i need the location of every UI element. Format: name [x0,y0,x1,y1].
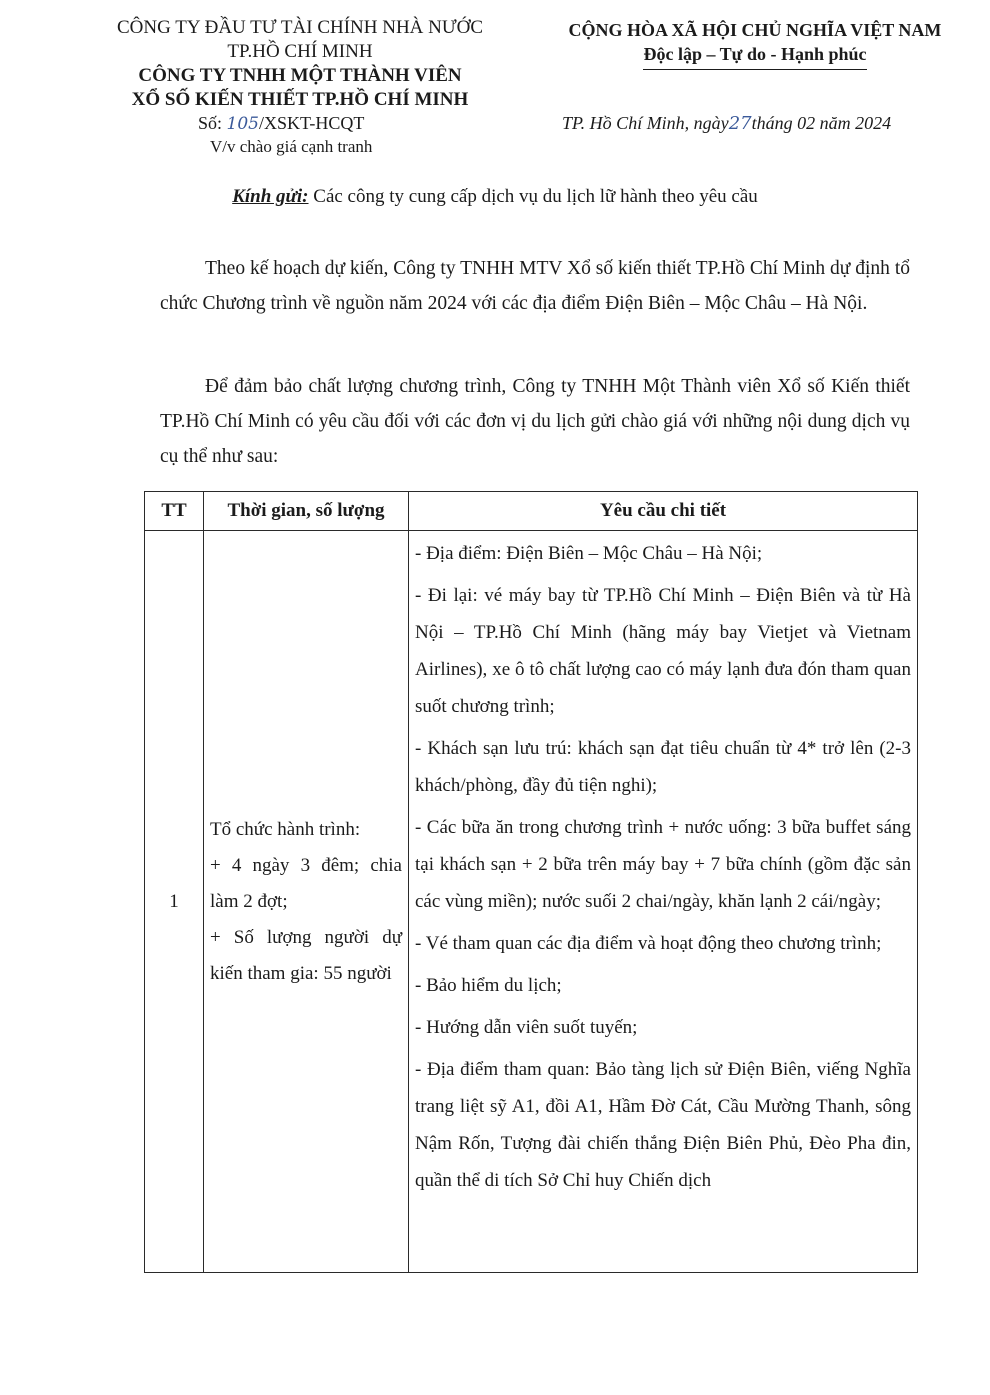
issue-date-prefix: TP. Hồ Chí Minh, ngày [562,113,729,133]
row-time-quantity [204,531,409,1273]
document-number [198,111,364,136]
header-time-quantity: Thời gian, số lượng [204,492,409,531]
time-line: + Số lượng người dự kiến tham gia: 55 người [210,926,402,984]
detail-item: - Vé tham quan các địa điểm và hoạt động theo chương trình; [415,933,882,954]
recipient-line [0,186,990,208]
requirements-table [144,491,918,1273]
recipient-label: Kính gửi: [232,186,309,207]
body-paragraph-2: Để đảm bảo chất lượng chương trình, Công ty TNHH Một Thành viên Xổ số Kiến thiết TP.Hồ Chí Minh có yêu cầu đối với các đơn vị du lịch gửi chào giá với những nội dung dịch vụ cụ thể như sau: [160,376,910,467]
body-paragraph-1: Theo kế hoạch dự kiến, Công ty TNHH MTV Xổ số kiến thiết TP.Hồ Chí Minh dự định tổ chức Chương trình về nguồn năm 2024 với các địa điểm Điện Biên – Mộc Châu – Hà Nội. [160,258,910,314]
detail-item: - Khách sạn lưu trú: khách sạn đạt tiêu chuẩn từ 4* trở lên (2-3 khách/phòng, đầy đủ tiện nghi); [415,738,911,796]
table-header-row [145,492,918,531]
detail-item: - Địa điểm: Điện Biên – Mộc Châu – Hà Nội; [415,543,763,564]
table-row [145,531,918,1273]
detail-item: - Bảo hiểm du lịch; [415,975,562,996]
time-line: Tổ chức hành trình: [210,818,361,840]
document-number-suffix: /XSKT-HCQT [258,113,365,133]
recipient-text: Các công ty cung cấp dịch vụ du lịch lữ hành theo yêu cầu [313,186,758,207]
issuer-company-line2: XỔ SỐ KIẾN THIẾT TP.HỒ CHÍ MINH [131,89,469,110]
issue-date-suffix: tháng 02 năm 2024 [751,113,892,133]
issuer-parent-line2: TP.HỒ CHÍ MINH [227,41,373,62]
document-number-handwritten: 105 [226,114,259,134]
national-header [540,18,970,70]
header-details: Yêu cầu chi tiết [409,492,918,531]
document-number-label: Số: [198,113,223,133]
detail-item: - Hướng dẫn viên suốt tuyến; [415,1017,638,1038]
issue-date [562,113,891,134]
row-details [409,531,918,1273]
detail-item: - Địa điểm tham quan: Bảo tàng lịch sử Điện Biên, viếng Nghĩa trang liệt sỹ A1, đồi A1, Hầm Đờ Cát, Cầu Mường Thanh, sông Nậm Rốn, Tượng đài chiến thắng Điện Biên Phủ, Đèo Pha đin, quần thể di tích Sở Chỉ huy Chiến dịch [415,1059,911,1191]
detail-item: - Đi lại: vé máy bay từ TP.Hồ Chí Minh – Điện Biên và từ Hà Nội – TP.Hồ Chí Minh (hãng máy bay Vietjet và Vietnam Airlines), xe ô tô chất lượng cao có máy lạnh đưa đón tham quan suốt chương trình; [415,585,911,717]
issue-date-day-handwritten: 27 [728,113,752,134]
detail-item: - Các bữa ăn trong chương trình + nước uống: 3 bữa buffet sáng tại khách sạn + 2 bữa trên máy bay + 7 bữa chính (gồm đặc sản các vùng miền); nước suối 2 chai/ngày, khăn lạnh 2 cái/ngày; [415,817,911,912]
header-tt: TT [145,492,204,531]
time-line: + 4 ngày 3 đêm; chia làm 2 đợt; [210,854,402,912]
document-subject: V/v chào giá cạnh tranh [210,137,373,156]
national-motto: Độc lập – Tự do - Hạnh phúc [643,42,866,70]
issuer-parent-line1: CÔNG TY ĐẦU TƯ TÀI CHÍNH NHÀ NƯỚC [116,17,484,38]
national-title: CỘNG HÒA XÃ HỘI CHỦ NGHĨA VIỆT NAM [568,20,942,40]
issuer-company-line1: CÔNG TY TNHH MỘT THÀNH VIÊN [138,65,462,86]
row-tt: 1 [145,531,204,1273]
issuer-header [90,16,510,156]
